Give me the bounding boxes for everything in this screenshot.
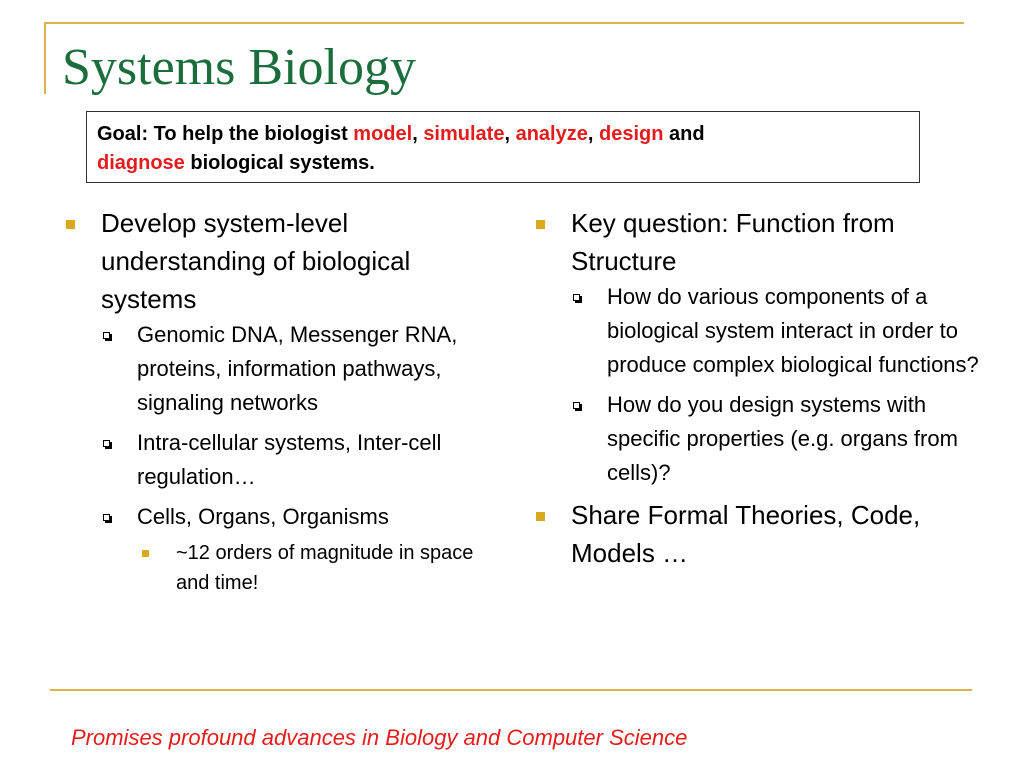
list-item bbox=[101, 318, 500, 420]
hollow-square-bullet-icon bbox=[573, 402, 580, 409]
square-bullet-icon bbox=[536, 220, 545, 229]
goal-diagnose: diagnose bbox=[97, 152, 185, 174]
hollow-square-bullet-icon bbox=[103, 332, 110, 339]
frame-top-rule bbox=[44, 22, 964, 24]
goal-text: Goal: To help the biologist bbox=[97, 123, 354, 145]
footer-rule bbox=[50, 689, 972, 691]
bullet-text: Intra-cellular systems, Inter-cell regulation… bbox=[137, 430, 442, 489]
hollow-square-bullet-icon bbox=[573, 294, 580, 301]
list-item bbox=[530, 496, 980, 572]
bullet-text: ~12 orders of magnitude in space and time! bbox=[176, 542, 474, 594]
goal-design: design bbox=[598, 123, 664, 145]
bullet-text: Key question: Function from Structure bbox=[571, 208, 895, 276]
bullet-text: How do various components of a biological system interact in order to produce complex biological functions? bbox=[607, 284, 979, 377]
right-column bbox=[530, 204, 980, 576]
list-item bbox=[571, 280, 980, 382]
slide-title: Systems Biology bbox=[62, 39, 416, 96]
goal-comma-3: , bbox=[587, 123, 599, 145]
goal-simulate: simulate bbox=[423, 123, 505, 145]
goal-comma-1: , bbox=[412, 123, 424, 145]
goal-and: and bbox=[663, 123, 705, 145]
square-bullet-icon bbox=[66, 220, 75, 229]
hollow-square-bullet-icon bbox=[103, 514, 110, 521]
list-item bbox=[571, 388, 980, 490]
bullet-text: How do you design systems with specific properties (e.g. organs from cells)? bbox=[607, 392, 958, 485]
bullet-text: Genomic DNA, Messenger RNA, proteins, information pathways, signaling networks bbox=[137, 322, 458, 415]
goal-box bbox=[86, 111, 920, 183]
bullet-text: Cells, Organs, Organisms bbox=[137, 504, 389, 529]
square-bullet-icon bbox=[142, 550, 149, 557]
bullet-text: Develop system-level understanding of biological systems bbox=[101, 208, 411, 314]
goal-analyze: analyze bbox=[515, 123, 588, 145]
bullet-text: Share Formal Theories, Code, Models … bbox=[571, 500, 921, 568]
list-item bbox=[60, 204, 500, 598]
frame-left-rule bbox=[44, 22, 46, 94]
list-item bbox=[530, 204, 980, 490]
goal-comma-2: , bbox=[504, 123, 516, 145]
footer-text: Promises profound advances in Biology and Computer Science bbox=[71, 725, 688, 750]
goal-model: model bbox=[353, 123, 413, 145]
list-item bbox=[101, 500, 500, 598]
square-bullet-icon bbox=[536, 512, 545, 521]
list-item bbox=[137, 538, 500, 598]
goal-end: biological systems. bbox=[184, 152, 375, 174]
list-item bbox=[101, 426, 500, 494]
hollow-square-bullet-icon bbox=[103, 440, 110, 447]
left-column bbox=[60, 204, 500, 604]
